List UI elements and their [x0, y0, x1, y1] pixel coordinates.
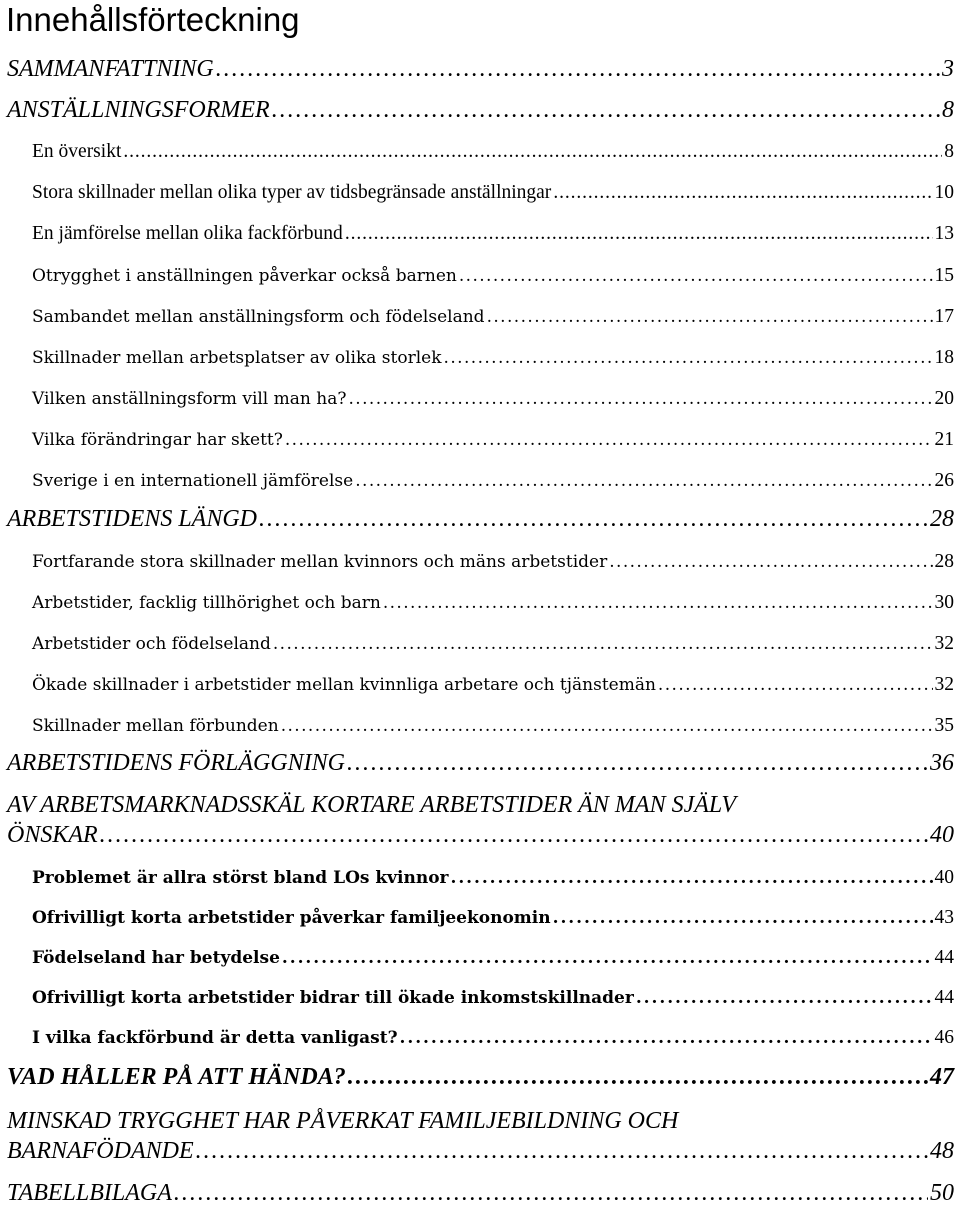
toc-entry-page: 3 — [942, 56, 954, 82]
toc-entry-page: 26 — [934, 470, 954, 491]
toc-entry-minskad-trygghet[interactable] — [7, 1138, 954, 1165]
leader-dots — [348, 389, 932, 409]
leader-dots — [123, 141, 942, 163]
leader-dots — [636, 988, 933, 1008]
toc-entry-page: 32 — [934, 633, 954, 654]
toc-entry-page: 44 — [934, 947, 954, 968]
toc-entry-label: VAD HÅLLER PÅ ATT HÄNDA? — [7, 1064, 346, 1090]
toc-entry-page: 28 — [930, 506, 954, 532]
toc-entry-label: Sverige i en internationell jämförelse — [32, 471, 354, 491]
toc-entry-vad-haller-pa[interactable] — [7, 1064, 954, 1091]
leader-dots — [400, 1028, 933, 1048]
leader-dots — [553, 908, 933, 928]
toc-entry-jamforelse-fackforbund[interactable] — [32, 223, 954, 245]
toc-entry-label: En jämförelse mellan olika fackförbund — [32, 223, 343, 244]
toc-entry-label: Ofrivilligt korta arbetstider bidrar till ökade inkomstskillnader — [32, 988, 634, 1008]
toc-entry-arbetstider-fodelseland[interactable] — [32, 633, 954, 655]
leader-dots — [444, 348, 933, 368]
toc-entry-sambandet-fodelseland[interactable] — [32, 306, 954, 328]
toc-entry-vilka-forandringar[interactable] — [32, 429, 954, 451]
toc-entry-label: ARBETSTIDENS FÖRLÄGGNING — [7, 750, 345, 776]
leader-dots — [282, 948, 933, 968]
toc-entry-page: 28 — [934, 551, 954, 572]
leader-dots — [196, 1138, 928, 1165]
toc-entry-label: Arbetstider, facklig tillhörighet och barn — [32, 593, 381, 613]
toc-entry-label: BARNAFÖDANDE — [7, 1138, 194, 1164]
toc-entry-label: ARBETSTIDENS LÄNGD — [7, 506, 258, 532]
leader-dots — [348, 1064, 928, 1091]
leader-dots — [459, 266, 933, 286]
toc-entry-page: 43 — [934, 907, 954, 928]
toc-entry-vilken-anstallningsform[interactable] — [32, 388, 954, 410]
toc-entry-page: 36 — [930, 750, 954, 776]
toc-entry-tabellbilaga[interactable] — [7, 1180, 954, 1207]
toc-entry-label: Stora skillnader mellan olika typer av tidsbegränsade anställningar — [32, 182, 552, 203]
toc-entry-label: Fortfarande stora skillnader mellan kvinnors och mäns arbetstider — [32, 552, 608, 572]
toc-entry-label: I vilka fackförbund är detta vanligast? — [32, 1028, 398, 1048]
leader-dots — [487, 307, 933, 327]
toc-entry-arbetsplatser-storlek[interactable] — [32, 347, 954, 369]
toc-entry-page: 30 — [934, 592, 954, 613]
toc-entry-label: TABELLBILAGA — [7, 1180, 172, 1206]
toc-entry-fodelseland-betydelse[interactable] — [32, 947, 954, 969]
toc-entry-page: 8 — [942, 97, 954, 123]
toc-entry-page: 13 — [934, 223, 954, 244]
toc-entry-label: En översikt — [32, 141, 122, 162]
toc-entry-vilka-fackforbund[interactable] — [32, 1027, 954, 1049]
toc-entry-stora-skillnader[interactable] — [32, 182, 954, 204]
toc-entry-facklig-tillhorighet[interactable] — [32, 592, 954, 614]
toc-entry-label: SAMMANFATTNING — [7, 56, 214, 82]
toc-entry-page: 47 — [930, 1064, 954, 1090]
toc-entry-label: Vilka förändringar har skett? — [32, 430, 283, 450]
toc-entry-page: 40 — [934, 867, 954, 888]
toc-entry-page: 10 — [934, 182, 954, 203]
toc-entry-anstallningsformer[interactable] — [7, 97, 954, 124]
leader-dots — [383, 593, 933, 613]
toc-entry-page: 35 — [934, 715, 954, 736]
toc-entry-kvinnors-mans-arbetstider[interactable] — [32, 551, 954, 573]
toc-entry-page: 21 — [934, 429, 954, 450]
toc-entry-page: 50 — [930, 1180, 954, 1206]
leader-dots — [100, 822, 928, 849]
toc-entry-page: 48 — [930, 1138, 954, 1164]
toc-entry-label: Otrygghet i anställningen påverkar också barnen — [32, 266, 457, 286]
leader-dots — [658, 675, 933, 695]
leader-dots — [451, 868, 933, 888]
toc-entry-label: ÖNSKAR — [7, 822, 98, 848]
leader-dots — [355, 471, 932, 491]
toc-entry-arbetstidens-forlaggning[interactable] — [7, 750, 954, 777]
leader-dots — [345, 223, 933, 245]
toc-entry-label: Vilken anställningsform vill man ha? — [32, 389, 347, 409]
leader-dots — [174, 1180, 928, 1207]
toc-entry-sverige-internationell[interactable] — [32, 470, 954, 492]
leader-dots — [273, 634, 933, 654]
toc-entry-otrygghet-barnen[interactable] — [32, 265, 954, 287]
toc-entry-label: Skillnader mellan förbunden — [32, 716, 279, 736]
toc-entry-page: 32 — [934, 674, 954, 695]
toc-entry-page: 17 — [934, 306, 954, 327]
toc-entry-minskad-trygghet-line1[interactable]: MINSKAD TRYGGHET HAR PÅVERKAT FAMILJEBILDNING OCH — [7, 1108, 679, 1134]
toc-entry-label: Ofrivilligt korta arbetstider påverkar familjeekonomin — [32, 908, 551, 928]
leader-dots — [609, 552, 932, 572]
toc-entry-label: Ökade skillnader i arbetstider mellan kvinnliga arbetare och tjänstemän — [32, 675, 656, 695]
toc-entry-label: Skillnader mellan arbetsplatser av olika storlek — [32, 348, 442, 368]
toc-entry-arbetstidens-langd[interactable] — [7, 506, 954, 533]
toc-entry-label: Födelseland har betydelse — [32, 948, 280, 968]
leader-dots — [553, 182, 932, 204]
leader-dots — [281, 716, 933, 736]
toc-entry-label: ANSTÄLLNINGSFORMER — [7, 97, 270, 123]
toc-entry-arbetsmarknadsskal[interactable] — [7, 822, 954, 849]
toc-entry-page: 44 — [934, 987, 954, 1008]
toc-entry-los-kvinnor[interactable] — [32, 867, 954, 889]
toc-entry-page: 40 — [930, 822, 954, 848]
leader-dots — [272, 97, 940, 124]
toc-entry-page: 8 — [944, 141, 954, 162]
toc-entry-inkomstskillnader[interactable] — [32, 987, 954, 1009]
toc-entry-page: 46 — [934, 1027, 954, 1048]
toc-entry-page: 15 — [934, 265, 954, 286]
toc-entry-skillnader-forbunden[interactable] — [32, 715, 954, 737]
toc-entry-en-oversikt[interactable] — [32, 141, 954, 163]
toc-entry-arbetsmarknadsskal-line1[interactable]: AV ARBETSMARKNADSSKÄL KORTARE ARBETSTIDER ÄN MAN SJÄLV — [7, 792, 736, 818]
toc-entry-label: Problemet är allra störst bland LOs kvinnor — [32, 868, 449, 888]
page-title: Innehållsförteckning — [6, 1, 300, 38]
leader-dots — [259, 506, 928, 533]
leader-dots — [285, 430, 933, 450]
leader-dots — [216, 56, 940, 83]
toc-entry-sammanfattning[interactable] — [7, 56, 954, 83]
toc-entry-familjeekonomin[interactable] — [32, 907, 954, 929]
toc-entry-okade-skillnader[interactable] — [32, 674, 954, 696]
toc-entry-label: Sambandet mellan anställningsform och födelseland — [32, 307, 485, 327]
toc-entry-label: Arbetstider och födelseland — [32, 634, 271, 654]
toc-entry-page: 18 — [934, 347, 954, 368]
toc-entry-page: 20 — [934, 388, 954, 409]
leader-dots — [347, 750, 928, 777]
